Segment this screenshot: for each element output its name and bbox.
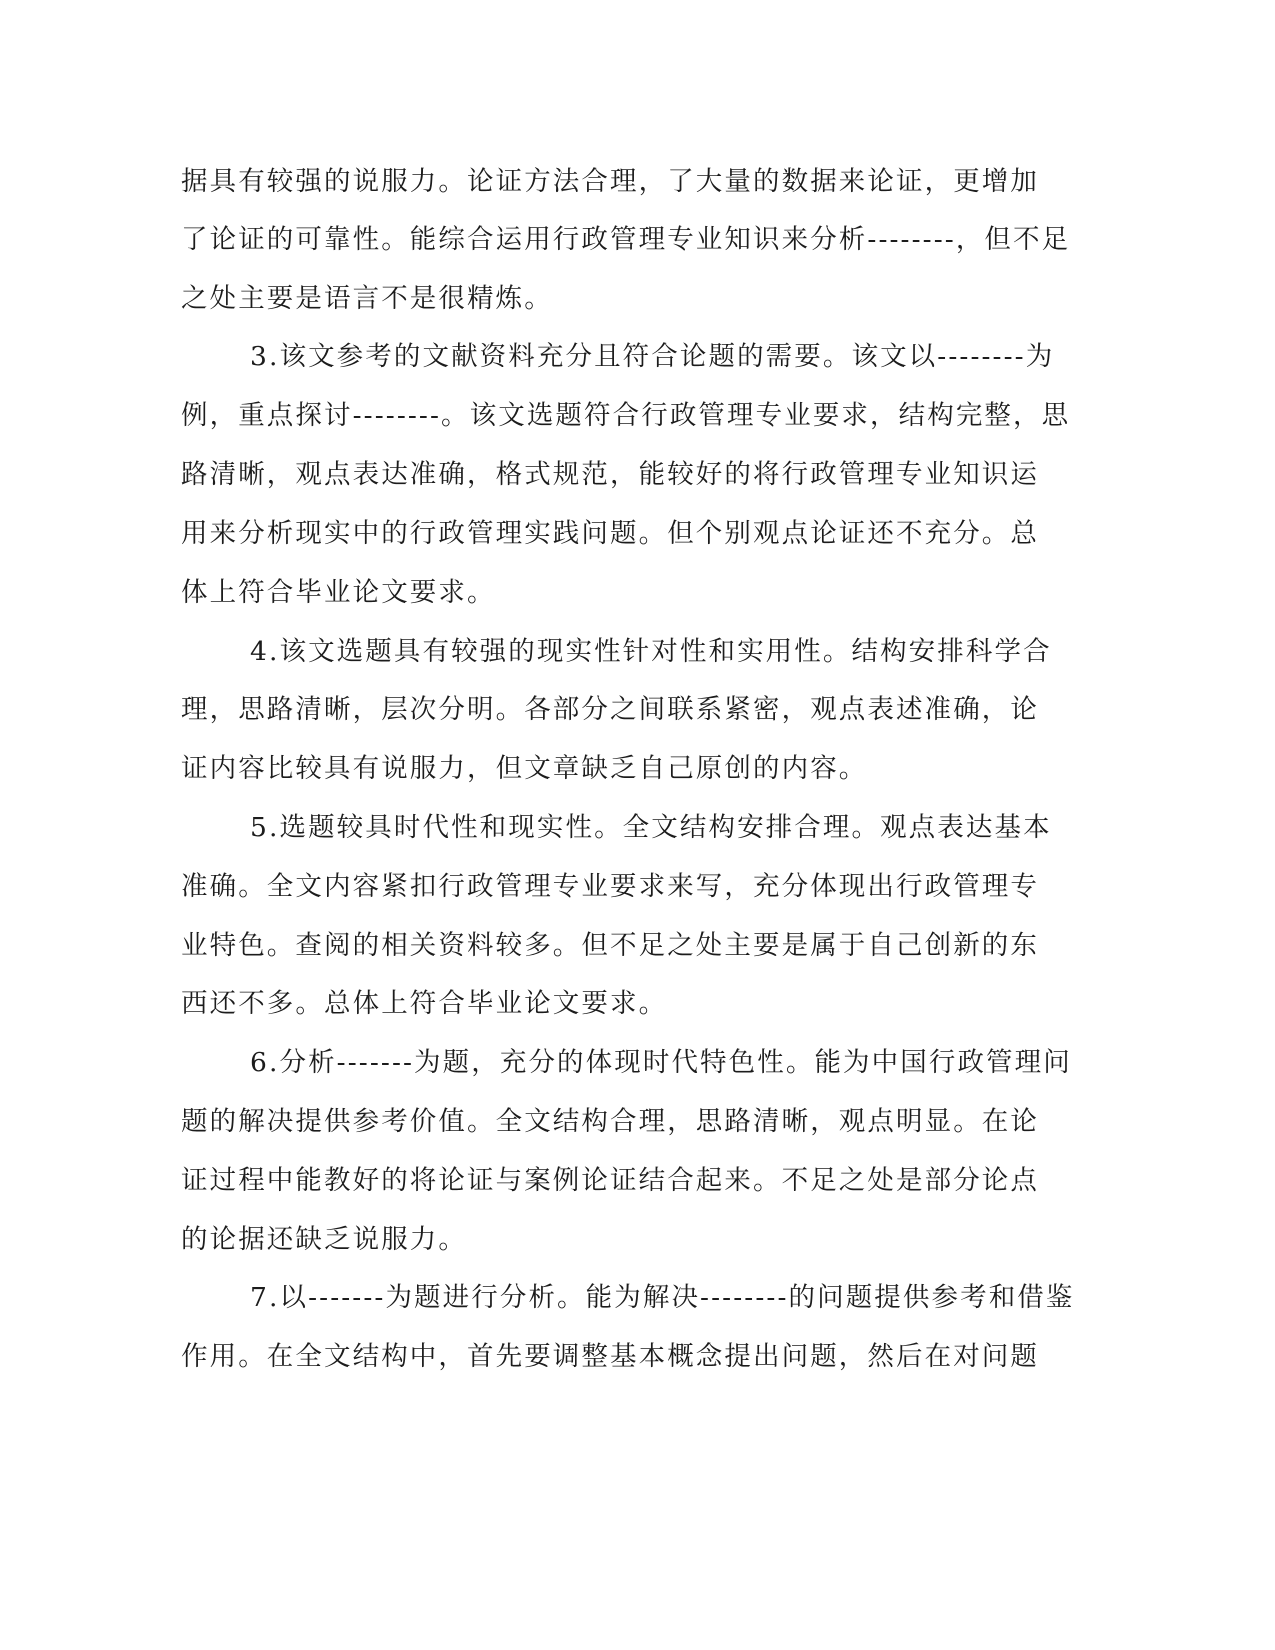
text-line: 证内容比较具有说服力，但文章缺乏自己原创的内容。 <box>181 753 868 784</box>
text-line: 6.分析-------为题，充分的体现时代特色性。能为中国行政管理问 <box>250 1047 1072 1078</box>
text-line: 题的解决提供参考价值。全文结构合理，思路清晰，观点明显。在论 <box>181 1106 1039 1137</box>
text-line: 例，重点探讨--------。该文选题符合行政管理专业要求，结构完整，思 <box>181 400 1071 431</box>
text-line: 的论据还缺乏说服力。 <box>181 1224 467 1255</box>
text-line: 理，思路清晰，层次分明。各部分之间联系紧密，观点表述准确，论 <box>181 694 1039 725</box>
text-line: 体上符合毕业论文要求。 <box>181 577 496 608</box>
text-line: 了论证的可靠性。能综合运用行政管理专业知识来分析--------，但不足 <box>181 224 1071 255</box>
text-line: 作用。在全文结构中，首先要调整基本概念提出问题，然后在对问题 <box>181 1341 1039 1372</box>
text-line: 据具有较强的说服力。论证方法合理，了大量的数据来论证，更增加 <box>181 166 1039 197</box>
text-line: 7.以-------为题进行分析。能为解决--------的问题提供参考和借鉴 <box>250 1282 1075 1313</box>
text-line: 5.选题较具时代性和现实性。全文结构安排合理。观点表达基本 <box>250 812 1052 843</box>
text-line: 西还不多。总体上符合毕业论文要求。 <box>181 988 668 1019</box>
text-line: 路清晰，观点表达准确，格式规范，能较好的将行政管理专业知识运 <box>181 459 1039 490</box>
text-line: 准确。全文内容紧扣行政管理专业要求来写，充分体现出行政管理专 <box>181 871 1039 902</box>
text-line: 业特色。查阅的相关资料较多。但不足之处主要是属于自己创新的东 <box>181 930 1039 961</box>
text-line: 3.该文参考的文献资料充分且符合论题的需要。该文以--------为 <box>250 341 1055 372</box>
text-line: 4.该文选题具有较强的现实性针对性和实用性。结构安排科学合 <box>250 636 1052 667</box>
text-line: 证过程中能教好的将论证与案例论证结合起来。不足之处是部分论点 <box>181 1165 1039 1196</box>
text-line: 用来分析现实中的行政管理实践问题。但个别观点论证还不充分。总 <box>181 518 1039 549</box>
text-line: 之处主要是语言不是很精炼。 <box>181 283 553 314</box>
